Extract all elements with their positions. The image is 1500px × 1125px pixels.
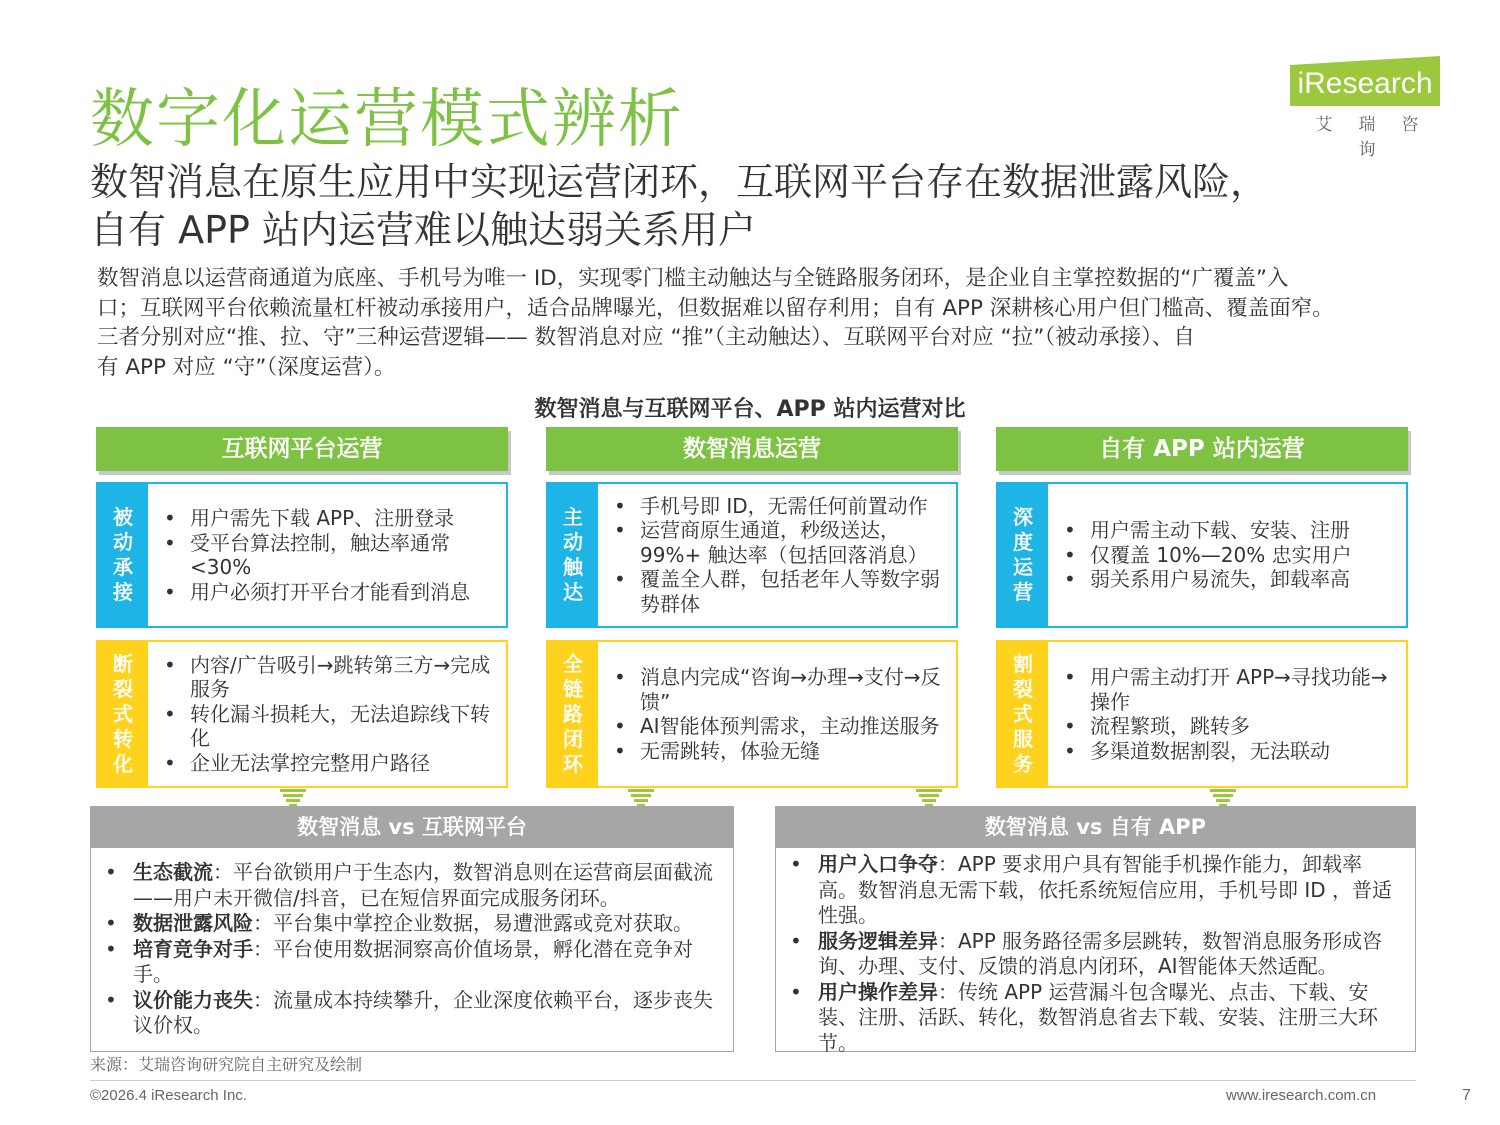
list-item: • 运营商原生通道，秒级送达，99%+ 触达率（包括回落消息） xyxy=(610,518,946,567)
intro-line: 有 APP 对应 “守”（深度运营）。 xyxy=(97,354,396,380)
card-bullet-list xyxy=(598,484,956,626)
intro-line: 口；互联网平台依赖流量杠杆被动承接用户，适合品牌曝光，但数据难以留存利用；自有 APP 深耕核心用户但门槛高、覆盖面窄。 xyxy=(97,295,1334,321)
comparison-list xyxy=(776,852,1415,1056)
column-header-internet-platform: 互联网平台运营 xyxy=(96,427,508,471)
card-fragmented-conversion xyxy=(96,640,508,788)
comparison-list xyxy=(91,860,733,1039)
list-item: • 用户需主动打开 APP→寻找功能→操作 xyxy=(1060,665,1396,714)
intro-paragraph xyxy=(97,264,1417,382)
intro-line: 数智消息以运营商通道为底座、手机号为唯一 ID，实现零门槛主动触达与全链路服务闭环，是企业自主掌控数据的“广覆盖”入 xyxy=(97,266,1289,291)
card-fragmented-service xyxy=(996,640,1408,788)
column-header-own-app: 自有 APP 站内运营 xyxy=(996,427,1408,471)
subtitle-line: 自有 APP 站内运营难以触达弱关系用户 xyxy=(90,208,756,252)
list-item: • 覆盖全人群，包括老年人等数字弱势群体 xyxy=(610,567,946,616)
card-side-label: 深 度 运 营 xyxy=(998,484,1048,626)
list-item: • 无需跳转，体验无缝 xyxy=(610,739,946,764)
list-item: • 流程繁琐，跳转多 xyxy=(1060,714,1396,739)
card-side-label: 全 链 路 闭 环 xyxy=(548,642,598,786)
logo-brand: iResearch xyxy=(1297,67,1433,100)
list-item: • 用户必须打开平台才能看到消息 xyxy=(160,580,496,605)
list-item: • 用户需主动下载、安装、注册 xyxy=(1060,518,1352,543)
diagram-title: 数智消息与互联网平台、APP 站内运营对比 xyxy=(534,397,966,422)
card-deep-operation xyxy=(996,482,1408,628)
list-item: • AI智能体预判需求，主动推送服务 xyxy=(610,714,946,739)
list-item: • 企业无法掌控完整用户路径 xyxy=(160,751,496,776)
card-bullet-list xyxy=(1048,642,1406,786)
card-bullet-list xyxy=(598,642,956,786)
list-item: • 培育竞争对手：平台使用数据洞察高价值场景，孵化潜在竞争对手。 xyxy=(91,937,721,988)
card-side-label: 主 动 触 达 xyxy=(548,484,598,626)
iresearch-logo xyxy=(1286,48,1456,160)
list-item: • 受平台算法控制，触达率通常<30% xyxy=(160,531,496,580)
list-item: • 服务逻辑差异：APP 服务路径需多层跳转，数智消息服务形成咨询、办理、支付、反馈的消息内闭环，AI智能体天然适配。 xyxy=(776,929,1401,980)
card-passive-reception xyxy=(96,482,508,628)
card-active-reach xyxy=(546,482,958,628)
comparison-box-vs-internet-platform xyxy=(90,848,734,1052)
column-header-smart-messaging: 数智消息运营 xyxy=(546,427,958,471)
list-item: • 弱关系用户易流失，卸载率高 xyxy=(1060,567,1352,592)
list-item: • 议价能力丧失：流量成本持续攀升，企业深度依赖平台，逐步丧失议价权。 xyxy=(91,988,721,1039)
comparison-header-vs-own-app: 数智消息 vs 自有 APP xyxy=(775,806,1416,848)
card-side-label: 割 裂 式 服 务 xyxy=(998,642,1048,786)
list-item: • 手机号即 ID，无需任何前置动作 xyxy=(610,494,946,519)
list-item: • 消息内完成“咨询→办理→支付→反馈” xyxy=(610,665,946,714)
comparison-header-vs-internet-platform: 数智消息 vs 互联网平台 xyxy=(90,806,734,848)
list-item: • 转化漏斗损耗大，无法追踪线下转化 xyxy=(160,702,496,751)
card-full-chain-loop xyxy=(546,640,958,788)
list-item: • 数据泄露风险：平台集中掌控企业数据，易遭泄露或竞对获取。 xyxy=(91,911,721,937)
card-bullet-list xyxy=(148,484,506,626)
card-side-label: 断 裂 式 转 化 xyxy=(98,642,148,786)
list-item: • 用户需先下载 APP、注册登录 xyxy=(160,506,496,531)
page-subtitle xyxy=(90,158,1450,254)
card-side-label: 被 动 承 接 xyxy=(98,484,148,626)
page-number: 7 xyxy=(1462,1087,1471,1104)
list-item: • 用户入口争夺：APP 要求用户具有智能手机操作能力，卸载率高。数智消息无需下载，依托系统短信应用，手机号即 ID ，普适性强。 xyxy=(776,852,1401,929)
list-item: • 用户操作差异：传统 APP 运营漏斗包含曝光、点击、下载、安装、注册、活跃、转化，数智消息省去下载、安装、注册三大环节。 xyxy=(776,980,1401,1057)
footer-divider xyxy=(90,1080,1416,1081)
list-item: • 生态截流：平台欲锁用户于生态内，数智消息则在运营商层面截流——用户未开微信/抖音，已在短信界面完成服务闭环。 xyxy=(91,860,721,911)
list-item: • 内容/广告吸引→跳转第三方→完成服务 xyxy=(160,653,496,702)
copyright: ©2026.4 iResearch Inc. xyxy=(90,1087,247,1104)
logo-subtitle: 艾瑞咨询 xyxy=(1315,115,1445,160)
comparison-box-vs-own-app xyxy=(775,848,1416,1055)
intro-line: 三者分别对应“推、拉、守”三种运营逻辑—— 数智消息对应 “推”（主动触达）、互联网平台对应 “拉”（被动承接）、自 xyxy=(97,325,1195,350)
subtitle-line: 数智消息在原生应用中实现运营闭环，互联网平台存在数据泄露风险， xyxy=(90,160,1269,204)
card-bullet-list xyxy=(148,642,506,786)
list-item: • 多渠道数据割裂，无法联动 xyxy=(1060,739,1396,764)
source-note: 来源：艾瑞咨询研究院自主研究及绘制 xyxy=(90,1055,363,1074)
website-link[interactable]: www.iresearch.com.cn xyxy=(1226,1087,1377,1104)
page-title: 数字化运营模式辨析 xyxy=(90,83,684,157)
card-bullet-list xyxy=(1048,484,1362,626)
list-item: • 仅覆盖 10%—20% 忠实用户 xyxy=(1060,543,1352,568)
